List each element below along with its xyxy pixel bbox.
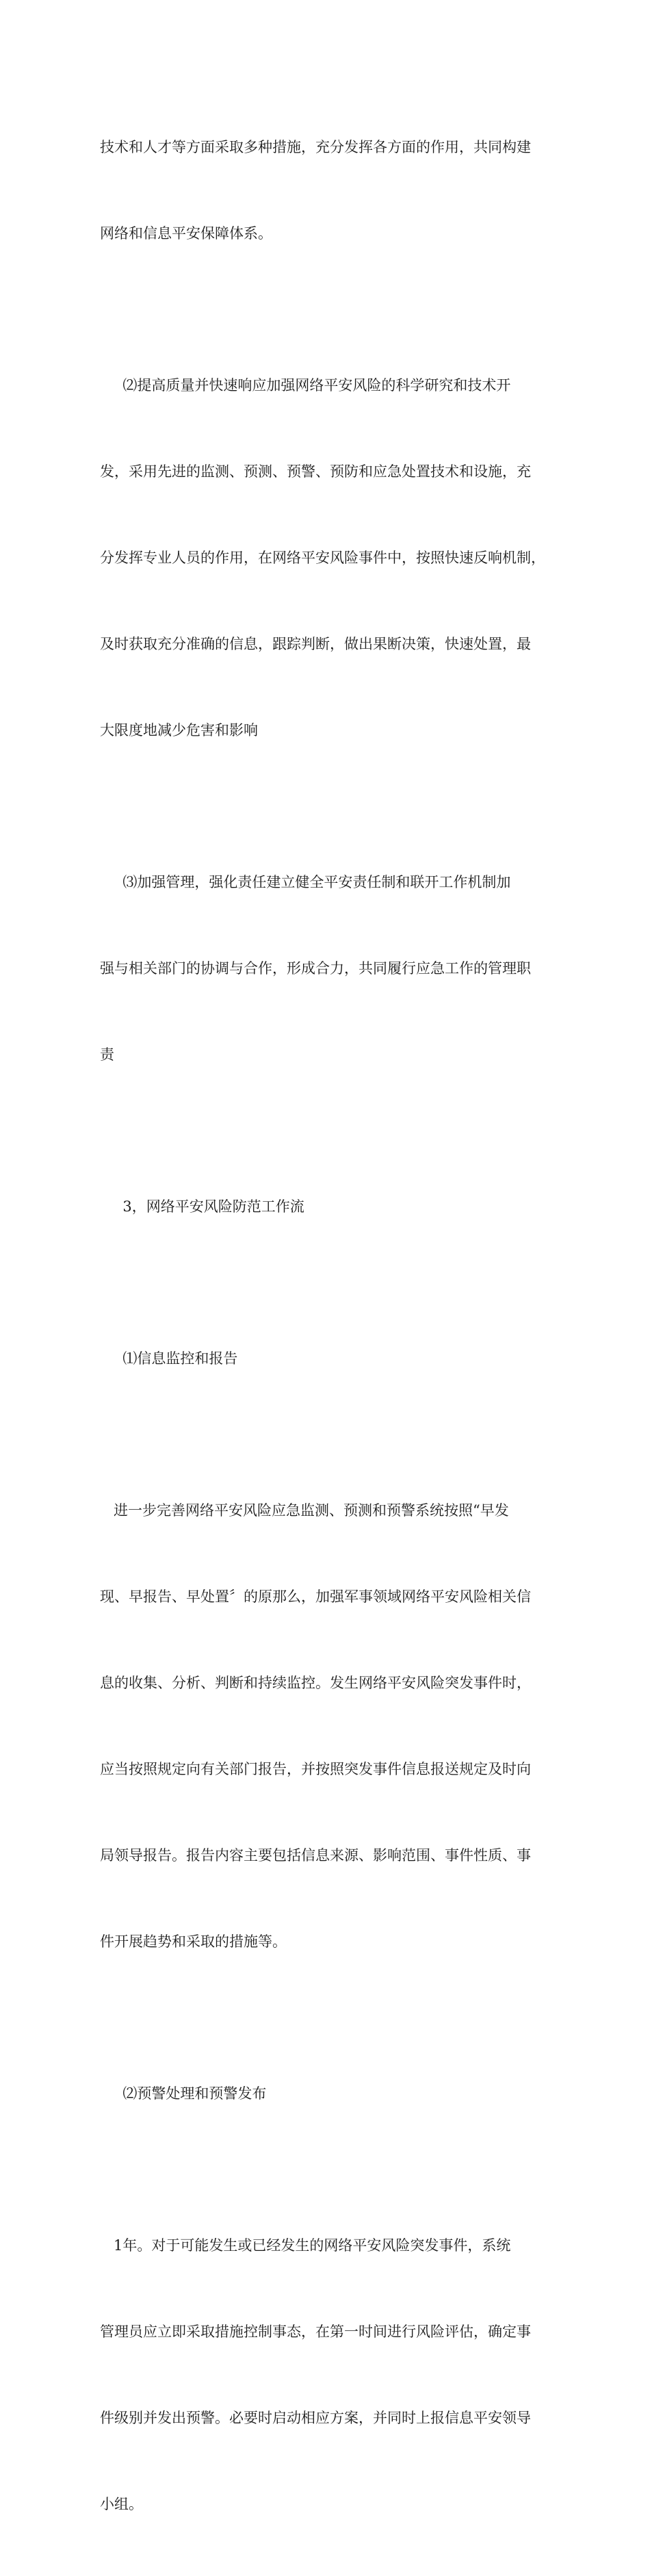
text-line: 1年。对于可能发生或已经发生的网络平安风险突发事件，系统 [100, 2237, 511, 2254]
text-line: 管理员应立即采取措施控制事态，在第一时间进行风险评估，确定事 [100, 2323, 531, 2340]
paragraph-2 [100, 313, 553, 802]
text-line: ⑴信息监控和报告 [100, 1350, 238, 1367]
text-line: 大限度地减少危害和影响 [100, 722, 258, 738]
text-line: 技术和人才等方面采取多种措施，充分发挥各方面的作用，共同构建 [100, 139, 531, 155]
section-heading [100, 1135, 553, 1278]
text-line: 局领导报告。报告内容主要包括信息来源、影响范围、事件性质、事 [100, 1847, 531, 1864]
paragraph-1 [100, 75, 553, 305]
paragraph-3 [100, 810, 553, 1126]
text-line: 进一步完善网络平安风险应急监测、预测和预警系统按照“早发 [100, 1502, 509, 1519]
paragraph-6 [100, 1439, 553, 2013]
text-line: 应当按照规定向有关部门报告，并按照突发事件信息报送规定及时向 [100, 1761, 531, 1777]
text-line: 责 [100, 1046, 114, 1063]
text-line: ⑵预警处理和预警发布 [100, 2085, 267, 2102]
text-line: 强与相关部门的协调与合作，形成合力，共同履行应急工作的管理职 [100, 960, 531, 977]
text-line: 分发挥专业人员的作用，在网络平安风险事件中，按照快速反响机制， [100, 550, 545, 566]
text-line: 发，采用先进的监测、预测、预警、预防和应急处置技术和设施，充 [100, 463, 531, 480]
text-line: 息的收集、分析、判断和持续监控。发生网络平安风险突发事件时， [100, 1675, 531, 1691]
subsection-heading-2 [100, 2022, 553, 2165]
text-line: 及时获取充分准确的信息，跟踪判断，做出果断决策，快速处置，最 [100, 636, 531, 652]
text-line: 网络和信息平安保障体系。 [100, 225, 272, 242]
text-line: 件开展趋势和采取的措施等。 [100, 1933, 287, 1950]
subsection-heading-1 [100, 1287, 553, 1430]
paragraph-8 [100, 2174, 553, 2576]
text-line: ⑵提高质量并快速响应加强网络平安风险的科学研究和技术开 [100, 377, 511, 394]
text-line: 现、早报告、早处置〞的原那么，加强军事领域网络平安风险相关信 [100, 1588, 531, 1605]
text-line: 件级别并发出预警。必要时启动相应方案，并同时上报信息平安领导 [100, 2410, 531, 2426]
document-page [100, 75, 553, 2576]
text-line: 小组。 [100, 2496, 143, 2512]
text-line: ⑶加强管理，强化责任建立健全平安责任制和联开工作机制加 [100, 874, 511, 890]
text-line: 3，网络平安风险防范工作流 [100, 1198, 304, 1215]
